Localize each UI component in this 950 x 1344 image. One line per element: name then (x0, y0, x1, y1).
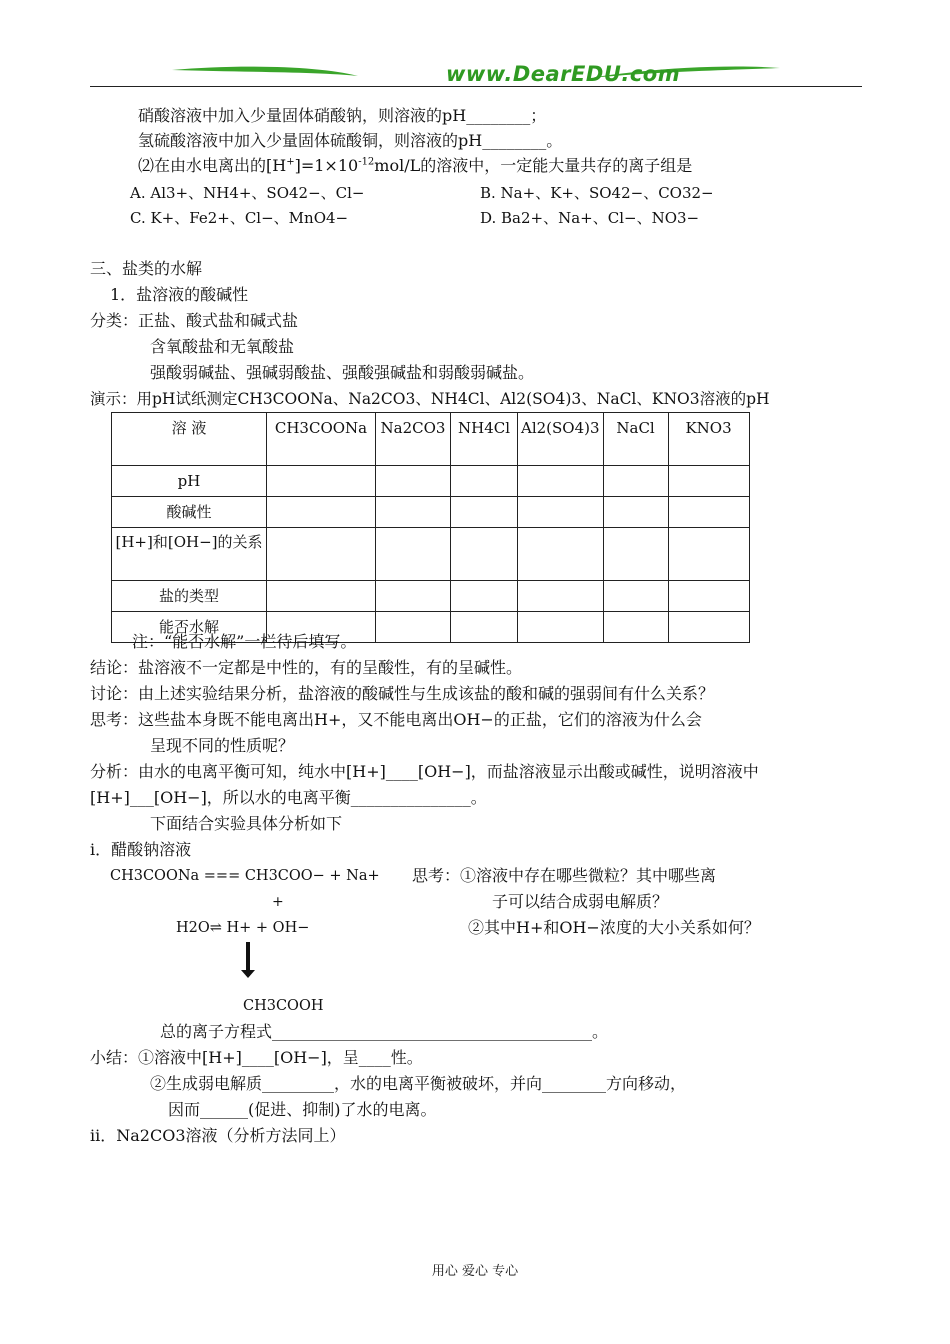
equation-water: H2O⇌ H+ + OH− (176, 920, 310, 936)
table-header-cell: Na2CO3 (376, 413, 451, 466)
row-label: 盐的类型 (112, 581, 267, 612)
equation-product: CH3COOH (243, 998, 324, 1014)
table-header-cell: KNO3 (668, 413, 749, 466)
text-line: 总的离子方程式________________________________________。 (160, 1022, 609, 1041)
ph-test-table (111, 412, 750, 643)
text-line: 思考：这些盐本身既不能电离出H+，又不能电离出OH−的正盐，它们的溶液为什么会 (90, 710, 702, 729)
text-line: 讨论：由上述实验结果分析，盐溶液的酸碱性与生成该盐的酸和碱的强弱间有什么关系？ (90, 684, 715, 703)
reaction-arrow-head (241, 970, 255, 978)
text-line: 氢硫酸溶液中加入少量固体硫酸铜，则溶液的pH________。 (138, 131, 563, 150)
subsection-title: ii．Na2CO3溶液（分析方法同上） (90, 1126, 346, 1145)
text-line: 含氧酸盐和无氧酸盐 (150, 337, 295, 356)
text-line: 思考：①溶液中存在哪些微粒？其中哪些离 (412, 866, 717, 885)
table-header-cell: Al2(SO4)3 (518, 413, 604, 466)
equation-plus: + (272, 894, 284, 910)
option-a: A. Al3+、NH4+、SO42−、Cl− (130, 184, 365, 202)
row-label: pH (112, 466, 267, 497)
text-line: 子可以结合成弱电解质？ (492, 892, 669, 911)
table-header-cell: CH3COONa (267, 413, 376, 466)
option-d: D. Ba2+、Na+、Cl−、NO3− (480, 209, 700, 227)
table-row (112, 581, 750, 612)
header-rule (90, 86, 862, 87)
text-line: 分析：由水的电离平衡可知，纯水中[H+]____[OH−]，而盐溶液显示出酸或碱性，说明溶液中 (90, 762, 759, 781)
text-line: 因而______(促进、抑制)了水的电离。 (168, 1100, 437, 1119)
table-row (112, 466, 750, 497)
table-header-cell: 溶 液 (112, 413, 267, 466)
note-text: 注：“能否水解”一栏待后填写。 (132, 632, 357, 651)
table-header-cell: NaCl (603, 413, 668, 466)
table-row (112, 528, 750, 581)
text-line: 下面结合实验具体分析如下 (150, 814, 343, 833)
row-label: 能否水解 (112, 612, 267, 643)
row-label: 酸碱性 (112, 497, 267, 528)
text-line: 分类：正盐、酸式盐和碱式盐 (90, 311, 299, 330)
option-c: C. K+、Fe2+、Cl−、MnO4− (130, 209, 349, 227)
site-logo-text: www.DearEDU.com (446, 62, 681, 86)
text-line: 结论：盐溶液不一定都是中性的，有的呈酸性，有的呈碱性。 (90, 658, 523, 677)
text-line: ②其中H+和OH−浓度的大小关系如何？ (468, 918, 760, 937)
subsection-title: 1．盐溶液的酸碱性 (110, 285, 249, 304)
equation-dissociation: CH3COONa === CH3COO− + Na+ (110, 868, 380, 884)
row-label: [H+]和[OH−]的关系 (112, 528, 267, 581)
text-line: 演示：用pH试纸测定CH3COONa、Na2CO3、NH4Cl、Al2(SO4)3、NaCl、KNO3溶液的pH (90, 390, 770, 408)
text-line: ②生成弱电解质_________，水的电离平衡被破坏，并向________方向移动， (150, 1074, 687, 1093)
page-header (90, 58, 862, 98)
page-footer: 用心 爱心 专心 (431, 1264, 519, 1279)
section-title: 三、盐类的水解 (90, 259, 203, 278)
text-line: 强酸弱碱盐、强碱弱酸盐、强酸强碱盐和弱酸弱碱盐。 (150, 363, 535, 382)
text-line: 硝酸溶液中加入少量固体硝酸钠，则溶液的pH________； (138, 106, 547, 125)
text-line: [H+]___[OH−]，所以水的电离平衡_______________。 (90, 788, 487, 807)
option-b: B. Na+、K+、SO42−、CO32− (480, 184, 714, 202)
text-line: ⑵在由水电离出的$[H^+]=1\times 10^{-12}mol/L$的溶液中，一定能大量共存的离子组是 (138, 156, 693, 175)
table-header-cell: NH4Cl (451, 413, 518, 466)
subsection-title: i．醋酸钠溶液 (90, 840, 192, 859)
text-line: 呈现不同的性质呢？ (150, 736, 295, 755)
text-line: 小结：①溶液中[H+]____[OH−]，呈____性。 (90, 1048, 423, 1067)
table-row (112, 497, 750, 528)
